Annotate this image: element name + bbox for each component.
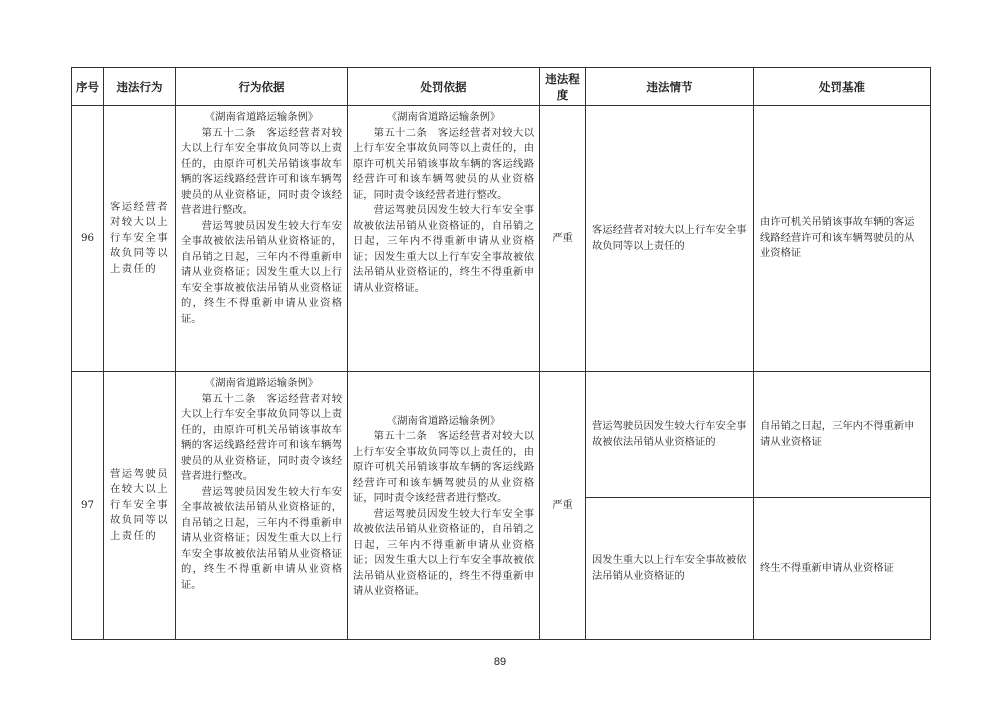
header-behavior: 违法行为 xyxy=(104,68,176,106)
row-penalty-basis xyxy=(348,372,540,640)
row-seq: 97 xyxy=(72,372,104,640)
row-circumstance: 客运经营者对较大以上行车安全事故负同等以上责任的 xyxy=(586,106,754,372)
basis-paragraph: 营运驾驶员因发生较大行车安全事故被依法吊销从业资格证的，自吊销之日起，三年内不得重新申请从业资格证；因发生重大以上行车安全事故被依法吊销从业资格证的，终生不得重新申请从业资格证。 xyxy=(181,219,342,325)
header-circumstance: 违法情节 xyxy=(586,68,754,106)
penalty-paragraph: 营运驾驶员因发生较大行车安全事故被依法吊销从业资格证的，自吊销之日起，三年内不得重新申请从业资格证；因发生重大以上行车安全事故被依法吊销从业资格证的，终生不得重新申请从业资格证。 xyxy=(353,507,534,597)
header-degree: 违法程度 xyxy=(540,68,586,106)
row-circumstance-a: 营运驾驶员因发生较大行车安全事故被依法吊销从业资格证的 xyxy=(586,372,754,498)
page-number: 89 xyxy=(493,656,507,668)
header-row xyxy=(72,68,931,106)
penalty-table xyxy=(71,67,931,640)
basis-law-title: 《湖南省道路运输条例》 xyxy=(204,377,319,389)
row-standard-b: 终生不得重新申请从业资格证 xyxy=(754,498,931,640)
header-basis: 行为依据 xyxy=(176,68,348,106)
header-standard: 处罚基准 xyxy=(754,68,931,106)
penalty-paragraph: 第五十二条 客运经营者对较大以上行车安全事故负同等以上责任的，由原许可机关吊销该事故车辆的客运线路经营许可和该车辆驾驶员的从业资格证，同时责令该经营者进行整改。 xyxy=(353,430,534,504)
header-seq: 序号 xyxy=(72,68,104,106)
row-degree: 严重 xyxy=(540,106,586,372)
row-behavior: 客运经营者对较大以上行车安全事故负同等以上责任的 xyxy=(104,106,176,372)
row-basis xyxy=(176,372,348,640)
penalty-law-title: 《湖南省道路运输条例》 xyxy=(386,414,501,427)
basis-paragraph: 第五十二条 客运经营者对较大以上行车安全事故负同等以上责任的，由原许可机关吊销该事故车辆的客运线路经营许可和该车辆驾驶员的从业资格证，同时责令该经营者进行整改。 xyxy=(181,126,342,216)
row-behavior: 营运驾驶员在较大以上行车安全事故负同等以上责任的 xyxy=(104,372,176,640)
basis-law-title: 《湖南省道路运输条例》 xyxy=(204,111,319,123)
basis-paragraph: 第五十二条 客运经营者对较大以上行车安全事故负同等以上责任的，由原许可机关吊销该事故车辆的客运线路经营许可和该车辆驾驶员的从业资格证，同时责令该经营者进行整改。 xyxy=(181,392,342,482)
row-basis xyxy=(176,106,348,372)
row-standard-a: 自吊销之日起，三年内不得重新申请从业资格证 xyxy=(754,372,931,498)
penalty-paragraph: 第五十二条 客运经营者对较大以上行车安全事故负同等以上责任的，由原许可机关吊销该事故车辆的客运线路经营许可和该车辆驾驶员的从业资格证，同时责令该经营者进行整改。 xyxy=(353,126,534,201)
header-penalty-basis: 处罚依据 xyxy=(348,68,540,106)
row-circumstance-b: 因发生重大以上行车安全事故被依法吊销从业资格证的 xyxy=(586,498,754,640)
row-penalty-basis xyxy=(348,106,540,372)
basis-paragraph: 营运驾驶员因发生较大行车安全事故被依法吊销从业资格证的，自吊销之日起，三年内不得重新申请从业资格证；因发生重大以上行车安全事故被依法吊销从业资格证的，终生不得重新申请从业资格证。 xyxy=(181,485,342,591)
row-seq: 96 xyxy=(72,106,104,372)
row-degree: 严重 xyxy=(540,372,586,640)
table-row xyxy=(72,106,931,372)
penalty-law-title: 《湖南省道路运输条例》 xyxy=(386,111,501,123)
penalty-paragraph: 营运驾驶员因发生较大行车安全事故被依法吊销从业资格证的，自吊销之日起，三年内不得重新申请从业资格证；因发生重大以上行车安全事故被依法吊销从业资格证的，终生不得重新申请从业资格证。 xyxy=(353,204,534,294)
row-standard: 由许可机关吊销该事故车辆的客运线路经营许可和该车辆驾驶员的从业资格证 xyxy=(754,106,931,372)
table-row xyxy=(72,372,931,498)
